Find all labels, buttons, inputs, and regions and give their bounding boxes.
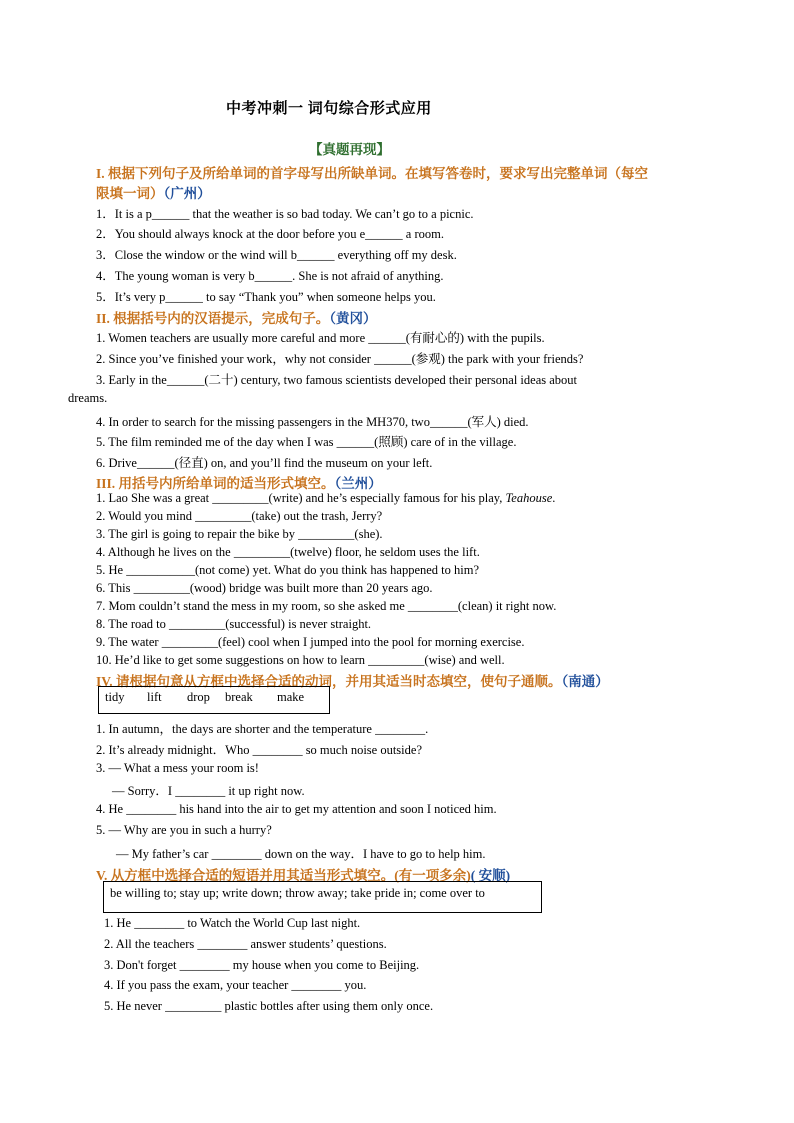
word-box-item: tidy (105, 690, 125, 704)
question-3-7: 7. Mom couldn’t stand the mess in my room, so she asked me ________(clean) it right now. (96, 599, 557, 613)
word-box-item: break (225, 690, 253, 704)
question-4-5: 5. — Why are you in such a hurry? (96, 823, 272, 837)
question-3-8: 8. The road to _________(successful) is never straight. (96, 617, 372, 631)
question-2-2: 2. Since you’ve finished your work，why not consider ______(参观) the park with your friends? (96, 352, 584, 366)
question-1-2: 2．You should always knock at the door before you e______ a room. (96, 227, 444, 241)
question-3-9: 9. The water _________(feel) cool when I jumped into the pool for morning exercise. (96, 635, 525, 649)
section-1-heading (96, 162, 648, 182)
question-3-4: 4. Although he lives on the _________(twelve) floor, he seldom uses the lift. (96, 545, 480, 559)
question-5-4: 4. If you pass the exam, your teacher ________ you. (104, 978, 367, 992)
section-3-heading: III. 用括号内所给单词的适当形式填空。（兰州） (96, 476, 382, 491)
word-box-item: drop (187, 690, 210, 704)
section-4-source: （南通） (561, 674, 609, 689)
section-2-heading: II. 根据括号内的汉语提示，完成句子。（黄冈） (96, 311, 377, 326)
question-4-4: 4. He ________ his hand into the air to get my attention and soon I noticed him. (96, 802, 497, 816)
question-1-5: 5．It’s very p______ to say “Thank you” when someone helps you. (96, 290, 436, 304)
question-4-3-reply: — Sorry．I ________ it up right now. (112, 784, 305, 798)
section-1-heading-line2: 限填一词）（广州） (96, 186, 211, 201)
question-5-2: 2. All the teachers ________ answer students’ questions. (104, 937, 387, 951)
question-1-3: 3．Close the window or the wind will b______ everything off my desk. (96, 248, 457, 262)
question-4-1: 1. In autumn，the days are shorter and the temperature ________. (96, 722, 429, 736)
section-5-heading: V. 从方框中选择合适的短语并用其适当形式填空。(有一项多余)( 安顺) (96, 868, 511, 883)
question-5-3: 3. Don't forget ________ my house when you come to Beijing. (104, 958, 420, 972)
question-5-5: 5. He never _________ plastic bottles after using them only once. (104, 999, 434, 1013)
question-2-5: 5. The film reminded me of the day when I was ______(照顾) care of in the village. (96, 435, 517, 449)
question-2-3-cont: dreams. (68, 391, 108, 405)
section-3-source: （兰州） (334, 476, 382, 491)
phrase-box (103, 881, 542, 913)
question-2-3: 3. Early in the______(二十) century, two famous scientists developed their personal ideas about (96, 373, 578, 387)
question-5-1: 1. He ________ to Watch the World Cup last night. (104, 916, 361, 930)
question-1-4: 4．The young woman is very b______. She is not afraid of anything. (96, 269, 444, 283)
phrase-box-text: be willing to; stay up; write down; throw away; take pride in; come over to (110, 886, 485, 900)
word-box (98, 686, 330, 714)
section-subtitle: 【真题再现】 (309, 142, 390, 157)
word-box-item: lift (147, 690, 162, 704)
question-3-10: 10. He’d like to get some suggestions on how to learn _________(wise) and well. (96, 653, 505, 667)
question-4-2: 2. It’s already midnight．Who ________ so much noise outside? (96, 743, 422, 757)
question-2-4: 4. In order to search for the missing passengers in the MH370, two______(军人) died. (96, 415, 529, 429)
question-4-5-reply: — My father’s car ________ down on the way．I have to go to help him. (116, 847, 486, 861)
question-3-5: 5. He ___________(not come) yet. What do you think has happened to him? (96, 563, 480, 577)
section-5-source: ( 安顺) (470, 868, 511, 883)
question-2-1: 1. Women teachers are usually more careful and more ______(有耐心的) with the pupils. (96, 331, 545, 345)
section-1-source: （广州） (163, 186, 211, 201)
question-3-6: 6. This _________(wood) bridge was built more than 20 years ago. (96, 581, 433, 595)
section-2-source: （黄冈） (329, 311, 377, 326)
section-4-heading: IV. 请根据句意从方框中选择合适的动词，并用其适当时态填空，使句子通顺。（南通） (96, 674, 609, 689)
section-1-heading-line1: I. 根据下列句子及所给单词的首字母写出所缺单词。在填写答卷时，要求写出完整单词（每空 (96, 166, 649, 181)
question-4-3: 3. — What a mess your room is! (96, 761, 259, 775)
play-title: Teahouse (505, 491, 553, 505)
question-1-1: 1．It is a p______ that the weather is so bad today. We can’t go to a picnic. (96, 207, 474, 221)
word-box-item: make (277, 690, 305, 704)
page-title: 中考冲刺一 词句综合形式应用 (226, 101, 432, 117)
question-3-3: 3. The girl is going to repair the bike by _________(she). (96, 527, 383, 541)
question-3-1: 1. Lao She was a great _________(write) and he’s especially famous for his play, Teahouse. (96, 491, 556, 505)
question-3-2: 2. Would you mind _________(take) out the trash, Jerry? (96, 509, 383, 523)
question-2-6: 6. Drive______(径直) on, and you’ll find the museum on your left. (96, 456, 433, 470)
